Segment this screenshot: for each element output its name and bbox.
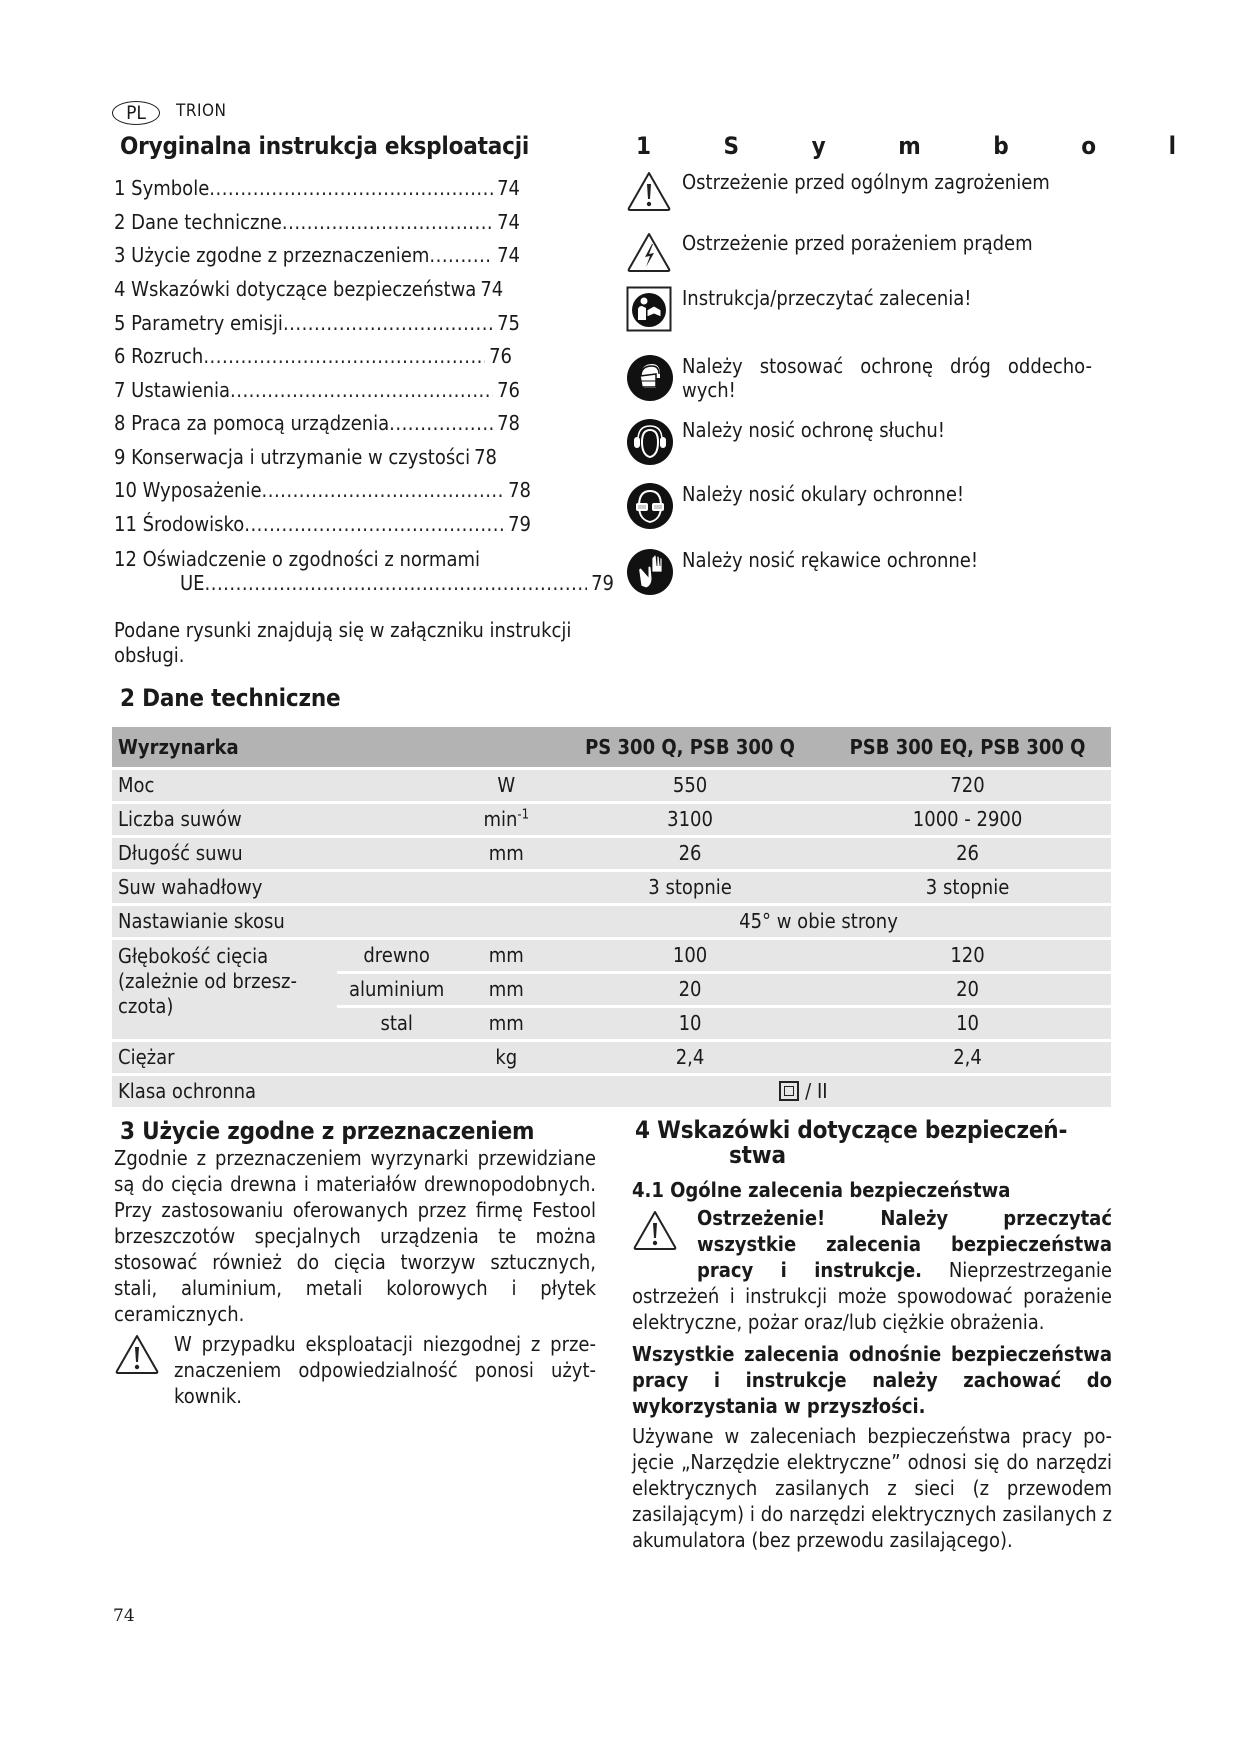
- toc-item[interactable]: 8 Praca za pomocą urządzenia ..... 78: [114, 411, 520, 445]
- toc-item[interactable]: 10 Wyposażenie ..... 78: [114, 478, 531, 512]
- toc-item[interactable]: 12 Oświadczenie o zgodności z normami UE ..... 79: [114, 547, 520, 595]
- toc-item[interactable]: 5 Parametry emisji ..... 75: [114, 311, 520, 345]
- read-all-warning: Ostrzeżenie! Należy przeczytać wszystkie zalecenia bezpieczeństwa pracy i instrukcje. Nieprzestrzeganie ostrzeżeń i instrukcji może spowodować porażenie elektryczne, pożar oraz/lub ciężkie obrażenia.: [632, 1206, 1112, 1334]
- table-row: aluminium mm 20 20: [112, 973, 1111, 1007]
- table-row: Długość suwu mm 26 26: [112, 837, 1111, 871]
- technical-data-table: [112, 727, 1111, 1107]
- gloves-icon: [626, 548, 682, 600]
- toc-item[interactable]: 2 Dane techniczne ..... 74: [114, 210, 520, 244]
- symbol-item: Należy nosić rękawice ochronne!: [626, 548, 1092, 600]
- header-model-a: PS 300 Q, PSB 300 Q: [556, 727, 824, 769]
- general-warning-icon: [114, 1331, 174, 1409]
- keep-instructions-note: Wszystkie zalecenia odnośnie bezpieczeństwa pracy i instrukcje należy zachować do wykorzystania w przyszłości.: [632, 1342, 1112, 1418]
- symbol-item: Należy nosić ochronę słuchu!: [626, 418, 1092, 470]
- table-row: Suw wahadłowy 3 stopnie 3 stopnie: [112, 871, 1111, 905]
- toc-item[interactable]: 9 Konserwacja i utrzymanie w czystości 78: [114, 444, 497, 469]
- toc-item[interactable]: 7 Ustawienia ..... 76: [114, 378, 520, 412]
- toc-item[interactable]: 11 Środowisko ..... 79: [114, 512, 531, 546]
- language-badge: PL: [112, 101, 160, 125]
- section-4: [632, 1117, 1112, 1553]
- section-3-body: Zgodnie z przeznaczeniem wyrzynarki przewidziane są do cięcia drewna i materiałów drewnopodobnych. Przy zastosowaniu oferowanych przez firmę Festool brzeszczotów specjalnych urządzenia te można stosować również do cięcia tworzyw sztucznych, stali, aluminium, metali kolorowych i płytek ceramicznych.: [114, 1146, 596, 1326]
- table-row: Nastawianie skosu 45° w obie strony: [112, 905, 1111, 939]
- symbol-item: Ostrzeżenie przed ogólnym zagrożeniem: [626, 170, 1092, 216]
- table-row: Głębokość cięcia (zależnie od brzesz-czota) drewno mm 100 120: [112, 939, 1111, 973]
- table-header-row: [112, 727, 1111, 769]
- table-row: Liczba suwów $\min^{-1}$ 3100 1000 - 2900: [112, 803, 1111, 837]
- page-title: Oryginalna instrukcja eksploatacji: [120, 132, 530, 160]
- brand-name: TRION: [176, 101, 227, 121]
- table-row: Ciężar kg 2,4 2,4: [112, 1041, 1111, 1075]
- header-device: Wyrzynarka: [112, 727, 556, 769]
- symbol-item: Ostrzeżenie przed porażeniem prądem: [626, 231, 1092, 277]
- section-4-heading: 4 Wskazówki dotyczące bezpieczeń- stwa: [635, 1116, 1068, 1169]
- section-1-heading: 1 S y m b o l: [636, 132, 1176, 160]
- power-tool-definition: Używane w zaleceniach bezpieczeństwa pracy pojęcie „Narzędzie elektryczne” odnosi się do narzędzi elektrycznych zasilanych z sieci (z przewodem zasilającym) i do narzędzi elektrycznych zasilanych z akumulatora (bez przewodu zasilającego).: [632, 1424, 1112, 1552]
- toc-item[interactable]: 1 Symbole ..... 74: [114, 176, 520, 210]
- symbol-item: Należy stosować ochronę dróg oddecho-wych!: [626, 354, 1092, 406]
- symbol-item: Należy nosić okulary ochronne!: [626, 482, 1092, 534]
- table-row: stal mm 10 10: [112, 1007, 1111, 1041]
- figures-note: Podane rysunki znajdują się w załączniku instrukcji obsługi.: [114, 618, 572, 667]
- general-warning-icon: [632, 1209, 678, 1255]
- toc-item[interactable]: 3 Użycie zgodne z przeznaczeniem ..... 74: [114, 243, 520, 277]
- electric-shock-warning-icon: [626, 231, 682, 277]
- table-row: Moc W 550 720: [112, 769, 1111, 803]
- eye-protection-icon: [626, 482, 682, 534]
- read-manual-icon: [626, 286, 682, 336]
- table-of-contents: [114, 176, 614, 595]
- general-warning-icon: [626, 170, 682, 216]
- symbol-item: Instrukcja/przeczytać zalecenia!: [626, 286, 1092, 336]
- section-2-heading: 2 Dane techniczne: [120, 684, 341, 712]
- page-number: 74: [113, 1606, 135, 1626]
- section-3-heading: 3 Użycie zgodne z przeznaczeniem: [120, 1117, 535, 1145]
- section-3: [114, 1117, 596, 1409]
- section-4-1-heading: 4.1 Ogólne zalecenia bezpieczeństwa: [632, 1178, 1011, 1202]
- misuse-warning: W przypadku eksploatacji niezgodnej z przeznaczeniem odpowiedzialność ponosi użytkownik.: [114, 1331, 596, 1409]
- toc-item[interactable]: 6 Rozruch ..... 76: [114, 344, 512, 378]
- respiratory-protection-icon: [626, 354, 682, 406]
- toc-item[interactable]: 4 Wskazówki dotyczące bezpieczeństwa 74: [114, 276, 504, 301]
- hearing-protection-icon: [626, 418, 682, 470]
- header-model-b: PSB 300 EQ, PSB 300 Q: [824, 727, 1111, 769]
- table-row: Klasa ochronna / II: [112, 1075, 1111, 1108]
- double-insulation-icon: [779, 1081, 799, 1101]
